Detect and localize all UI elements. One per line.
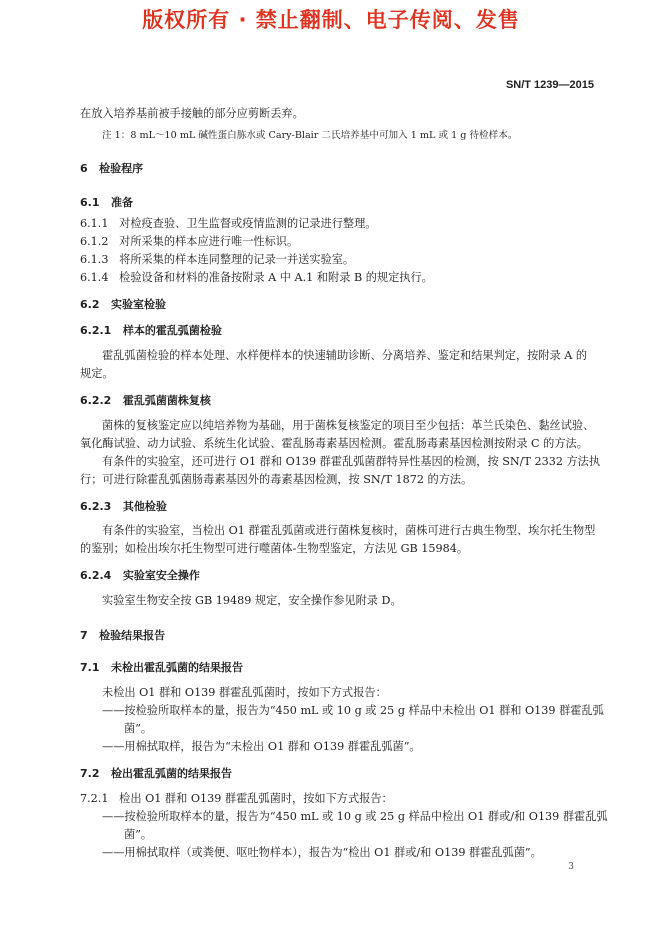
clause-text: 检验设备和材料的准备按附录 A 中 A.1 和附录 B 的规定执行。 [119,271,433,284]
paragraph-line: 菌株的复核鉴定应以纯培养物为基础，用于菌株复核鉴定的项目至少包括：革兰氏染色、黏丝试验、 [102,419,595,432]
section-6-heading [80,160,143,176]
section-6-2-2-heading [80,392,211,408]
paragraph-line: 的鉴别；如检出埃尔托生物型可进行噬菌体-生物型鉴定，方法见 GB 15984。 [80,542,469,555]
clause-number: 6.1.3 [80,253,109,266]
clause-text: 检出 O1 群和 O139 群霍乱弧菌时，按如下方式报告： [119,792,393,805]
clause-number: 6.1.4 [80,271,109,284]
clause-number: 6.1.2 [80,235,109,248]
paragraph-line: 菌”。 [124,828,153,841]
paragraph-line: 有条件的实验室，当检出 O1 群霍乱弧菌或进行菌株复核时，菌株可进行古典生物型、埃尔托生物型 [102,524,596,537]
section-title: 检验结果报告 [99,629,166,642]
intro-text: 在放入培养基前被手接触的部分应剪断丢弃。 [80,107,304,120]
paragraph-line: 菌”。 [124,722,153,735]
paragraph-line: 实验室生物安全按 GB 19489 规定，安全操作参见附录 D。 [102,594,402,607]
section-title: 霍乱弧菌菌株复核 [122,394,211,407]
section-7-2-heading [80,765,232,781]
section-6-2-1-heading [80,322,222,338]
note-1: 注 1：8 mL～10 mL 碱性蛋白胨水或 Cary-Blair 二氏培养基中可加入 1 mL 或 1 g 待检样本。 [102,130,518,141]
clause-number: 6.1.1 [80,217,109,230]
section-title: 样本的霍乱弧菌检验 [122,324,222,337]
section-number: 6.2 [80,298,100,311]
paragraph-line: 行；可进行除霍乱弧菌肠毒素基因外的毒素基因检测，按 SN/T 1872 的方法。 [80,473,473,486]
section-number: 6.2.4 [80,569,112,582]
clause-number: 7.2.1 [80,792,109,805]
section-title: 实验室检验 [111,298,166,311]
section-number: 6.2.3 [80,500,112,513]
section-number: 7.1 [80,661,100,674]
section-6-1-heading [80,194,133,210]
section-number: 7 [80,629,88,642]
section-title: 检验程序 [99,162,144,175]
list-item-dash: ——用棉拭取样（或粪便、呕吐物样本），报告为“检出 O1 群或/和 O139 群霍乱弧菌”。 [102,846,542,859]
section-number: 6.1 [80,196,100,209]
section-title: 其他检验 [122,500,167,513]
list-item-dash: ——按检验所取样本的量，报告为“450 mL 或 10 g 或 25 g 样品中检出 O1 群或/和 O139 群霍乱弧 [102,810,608,823]
page-number: 3 [568,862,574,872]
clause-7-2-1 [80,791,393,807]
section-6-2-heading [80,296,166,312]
clause-text: 对检疫查验、卫生监督或疫情监测的记录进行整理。 [119,217,377,230]
paragraph-line: 有条件的实验室，还可进行 O1 群和 O139 群霍乱弧菌群特异性基因的检测，按 SN/T 2332 方法执 [102,455,601,468]
list-item-dash: ——按检验所取样本的量，报告为“450 mL 或 10 g 或 25 g 样品中未检出 O1 群和 O139 群霍乱弧 [102,704,604,717]
section-6-2-3-heading [80,498,167,514]
section-title: 检出霍乱弧菌的结果报告 [111,767,232,780]
section-number: 6 [80,162,88,175]
document-number: SN/T 1239—2015 [505,79,594,91]
section-number: 6.2.2 [80,394,112,407]
section-6-2-4-heading [80,567,200,583]
paragraph-line: 霍乱弧菌检验的样本处理、水样便样本的快速辅助诊断、分离培养、鉴定和结果判定，按附录 A 的 [102,349,588,362]
section-number: 7.2 [80,767,100,780]
section-title: 准备 [111,196,133,209]
copyright-banner: 版权所有 · 禁止翻制、电子传阅、发售 [142,8,520,32]
paragraph-line: 规定。 [80,367,114,380]
clause-text: 将所采集的样本连同整理的记录一并送实验室。 [119,253,355,266]
section-7-1-heading [80,659,243,675]
paragraph-line: 氧化酶试验、动力试验、系统生化试验、霍乱肠毒素基因检测。霍乱肠毒素基因检测按附录 C 的方法。 [80,437,588,450]
clause-6-1-1 [80,216,376,232]
clause-6-1-3 [80,252,354,268]
paragraph-line: 未检出 O1 群和 O139 群霍乱弧菌时，按如下方式报告： [102,686,387,699]
section-7-heading [80,627,165,643]
clause-6-1-2 [80,234,298,250]
list-item-dash: ——用棉拭取样，报告为“未检出 O1 群和 O139 群霍乱弧菌”。 [102,740,421,753]
clause-text: 对所采集的样本应进行唯一性标识。 [119,235,299,248]
section-number: 6.2.1 [80,324,112,337]
section-title: 未检出霍乱弧菌的结果报告 [111,661,243,674]
clause-6-1-4 [80,270,433,286]
section-title: 实验室安全操作 [122,569,200,582]
